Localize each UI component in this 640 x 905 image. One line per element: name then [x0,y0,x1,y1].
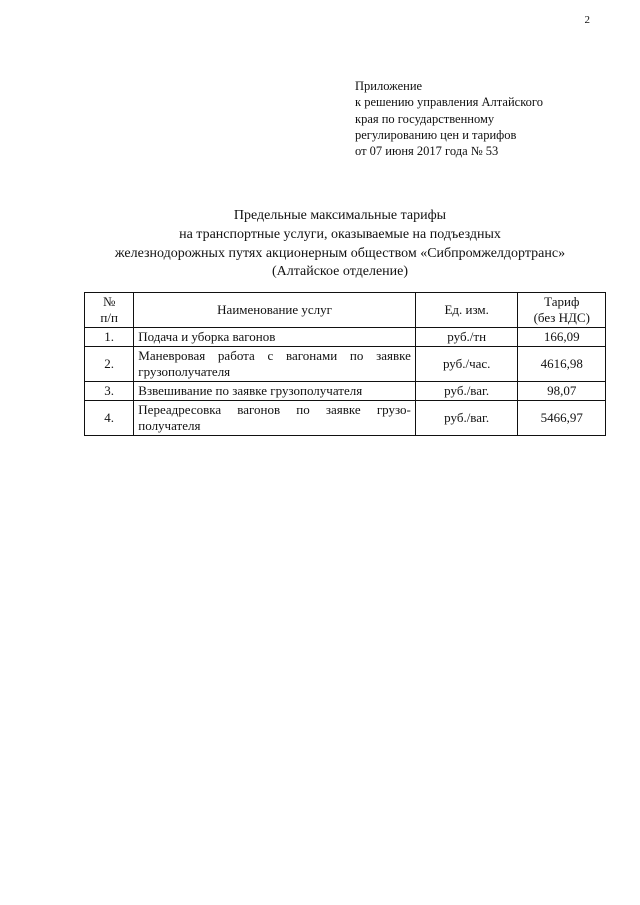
header-number-line1: № [102,294,116,309]
table-row [85,382,606,401]
cell-number: 2. [85,347,134,382]
header-name: Наименование услуг [134,293,416,328]
header-tariff [518,293,606,328]
cell-tariff: 4616,98 [518,347,606,382]
title-line: (Алтайское отделение) [271,264,409,280]
cell-service-name: Взвешивание по заявке грузополучателя [134,382,416,401]
cell-service-name: Переадресовка вагонов по заявке грузо-получателя [134,401,416,436]
header-number-line2: п/п [100,310,118,325]
cell-tariff: 98,07 [518,382,606,401]
appendix-block [355,78,605,159]
document-title [60,207,620,282]
cell-tariff: 5466,97 [518,401,606,436]
header-tariff-line1: Тариф [544,294,580,309]
cell-unit: руб./ваг. [415,401,518,436]
cell-number: 1. [85,328,134,347]
cell-tariff: 166,09 [518,328,606,347]
appendix-line: Приложение [355,79,423,93]
appendix-line: к решению управления Алтайского [355,95,543,110]
table-row [85,347,606,382]
cell-number: 4. [85,401,134,436]
cell-service-name: Маневровая работа с вагонами по заявке грузополучателя [134,347,416,382]
header-tariff-line2: (без НДС) [533,310,590,325]
cell-service-name: Подача и уборка вагонов [134,328,416,347]
table-row [85,401,606,436]
tariff-table [84,292,606,436]
title-line: на транспортные услуги, оказываемые на подъездных [179,226,501,242]
cell-unit: руб./час. [415,347,518,382]
title-line: Предельные максимальные тарифы [233,208,447,223]
header-number [85,293,134,328]
cell-number: 3. [85,382,134,401]
page-number: 2 [584,14,590,26]
table-header-row [85,293,606,328]
title-line: железнодорожных путях акционерным обществом «Сибпромжелдортранс» [114,245,566,261]
appendix-line: края по государственному [355,111,495,126]
appendix-line: от 07 июня 2017 года № 53 [355,144,499,159]
appendix-line: регулированию цен и тарифов [355,127,517,142]
cell-unit: руб./ваг. [415,382,518,401]
table-row [85,328,606,347]
header-unit: Ед. изм. [415,293,518,328]
cell-unit: руб./тн [415,328,518,347]
